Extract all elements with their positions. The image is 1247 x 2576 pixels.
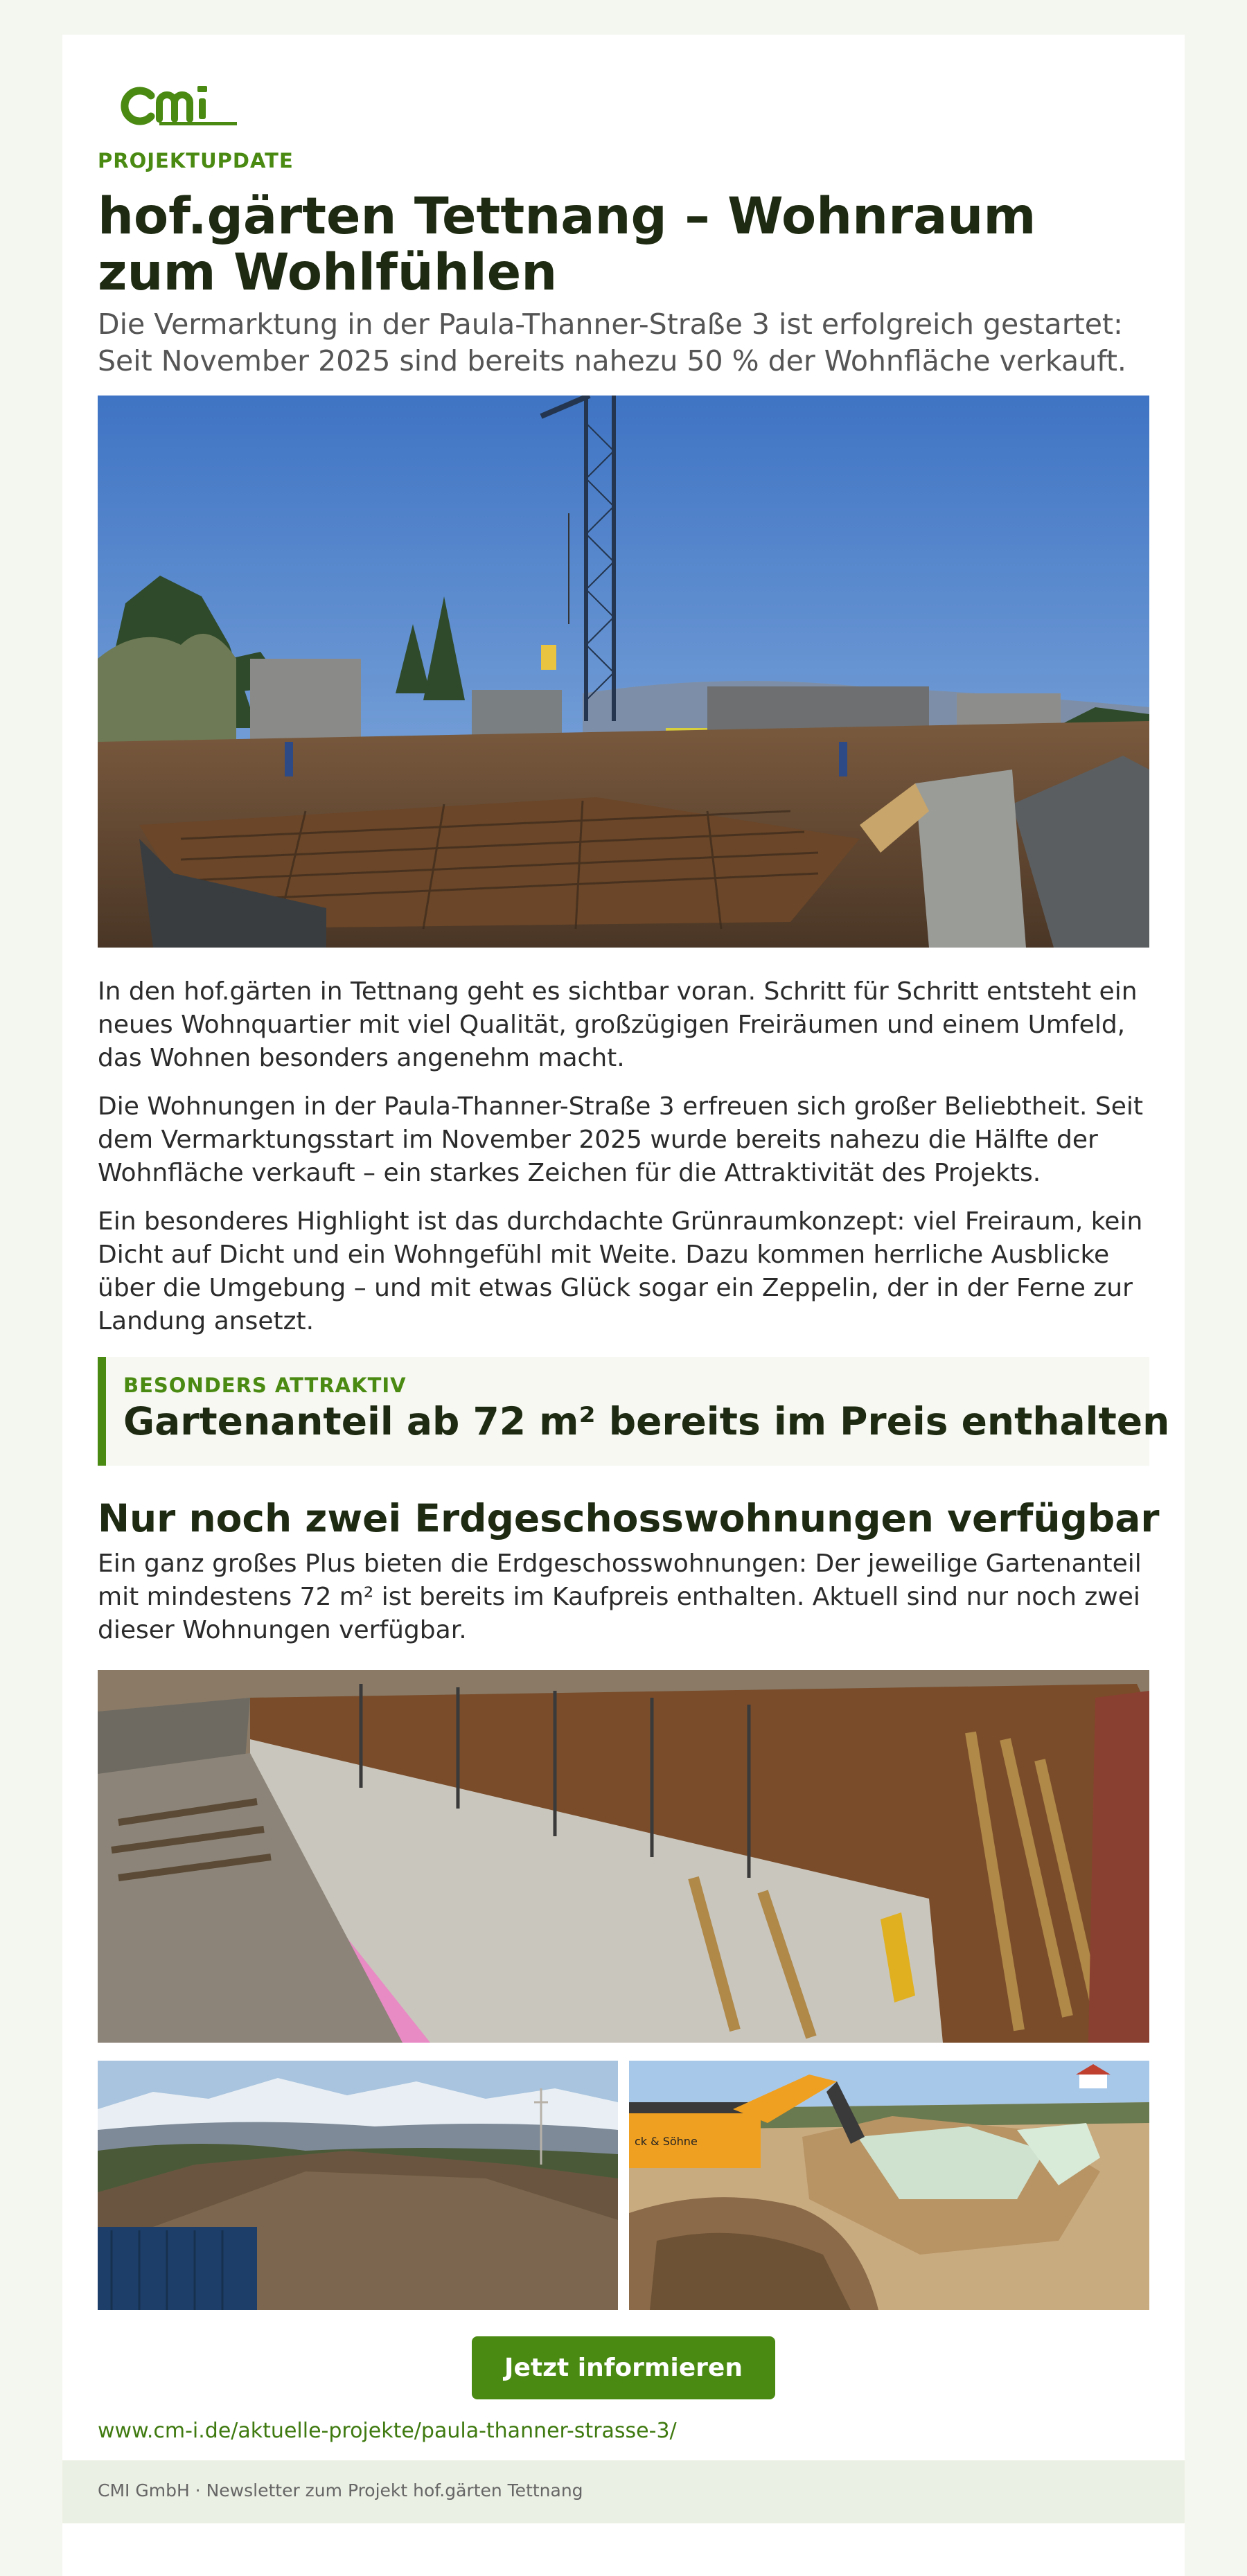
- excavation-mountains-photo: [98, 2061, 618, 2310]
- article-eyebrow: PROJEKTUPDATE: [98, 149, 294, 172]
- footer: [62, 2460, 1185, 2523]
- foundation-wall-photo: [98, 1670, 1149, 2043]
- highlight-callout: [98, 1357, 1170, 1466]
- article-paragraph: Ein besonderes Highlight ist das durchdachte Grünraumkonzept: viel Freiraum, kein Dicht auf Dicht und ein Wohngefühl mit Weite. Dazu kommen herrliche Ausblicke über die Umgebung – und mit etwas Glück sogar ein Zeppelin, der in der Ferne zur Landung ansetzt.: [98, 1207, 1143, 1335]
- section-paragraph: Ein ganz großes Plus bieten die Erdgeschosswohnungen: Der jeweilige Gartenanteil mit mindestens 72 m² ist bereits im Kaufpreis enthalten. Aktuell sind nur noch zwei dieser Wohnungen verfügbar.: [98, 1549, 1142, 1644]
- hero-construction-photo: [98, 396, 1149, 948]
- cmi-logo[interactable]: [111, 72, 242, 127]
- callout-heading: Gartenanteil ab 72 m² bereits im Preis enthalten: [123, 1399, 1170, 1444]
- excavator-trench-photo: [629, 2061, 1149, 2310]
- article-paragraph: Die Wohnungen in der Paula-Thanner-Straße 3 erfreuen sich großer Beliebtheit. Seit dem Vermarktungsstart im November 2025 wurde bereits nahezu die Hälfte der Wohnfläche verkauft – ein starkes Zeichen für die Attraktivität des Projekts.: [98, 1092, 1143, 1187]
- project-link[interactable]: www.cm-i.de/aktuelle-projekte/paula-thanner-strasse-3/: [98, 2419, 677, 2443]
- callout-eyebrow: BESONDERS ATTRAKTIV: [123, 1374, 407, 1397]
- newsletter-card: [62, 35, 1185, 2576]
- page-title: hof.gärten Tettnang – Wohnraum zum Wohlfühlen: [98, 187, 1036, 302]
- excavator-signage: ck & Söhne: [635, 2135, 698, 2148]
- article-paragraph: In den hof.gärten in Tettnang geht es sichtbar voran. Schritt für Schritt entsteht ein neues Wohnquartier mit viel Qualität, großzügigen Freiräumen und einem Umfeld, das Wohnen besonders angenehm macht.: [98, 977, 1138, 1072]
- cta-button[interactable]: Jetzt informieren: [472, 2336, 775, 2399]
- section-heading: Nur noch zwei Erdgeschosswohnungen verfügbar: [98, 1496, 1160, 1540]
- article-subtitle: Die Vermarktung in der Paula-Thanner-Straße 3 ist erfolgreich gestartet: Seit November 2025 sind bereits nahezu 50 % der Wohnfläche verkauft.: [98, 308, 1126, 377]
- footer-text: CMI GmbH · Newsletter zum Projekt hof.gärten Tettnang: [98, 2480, 583, 2501]
